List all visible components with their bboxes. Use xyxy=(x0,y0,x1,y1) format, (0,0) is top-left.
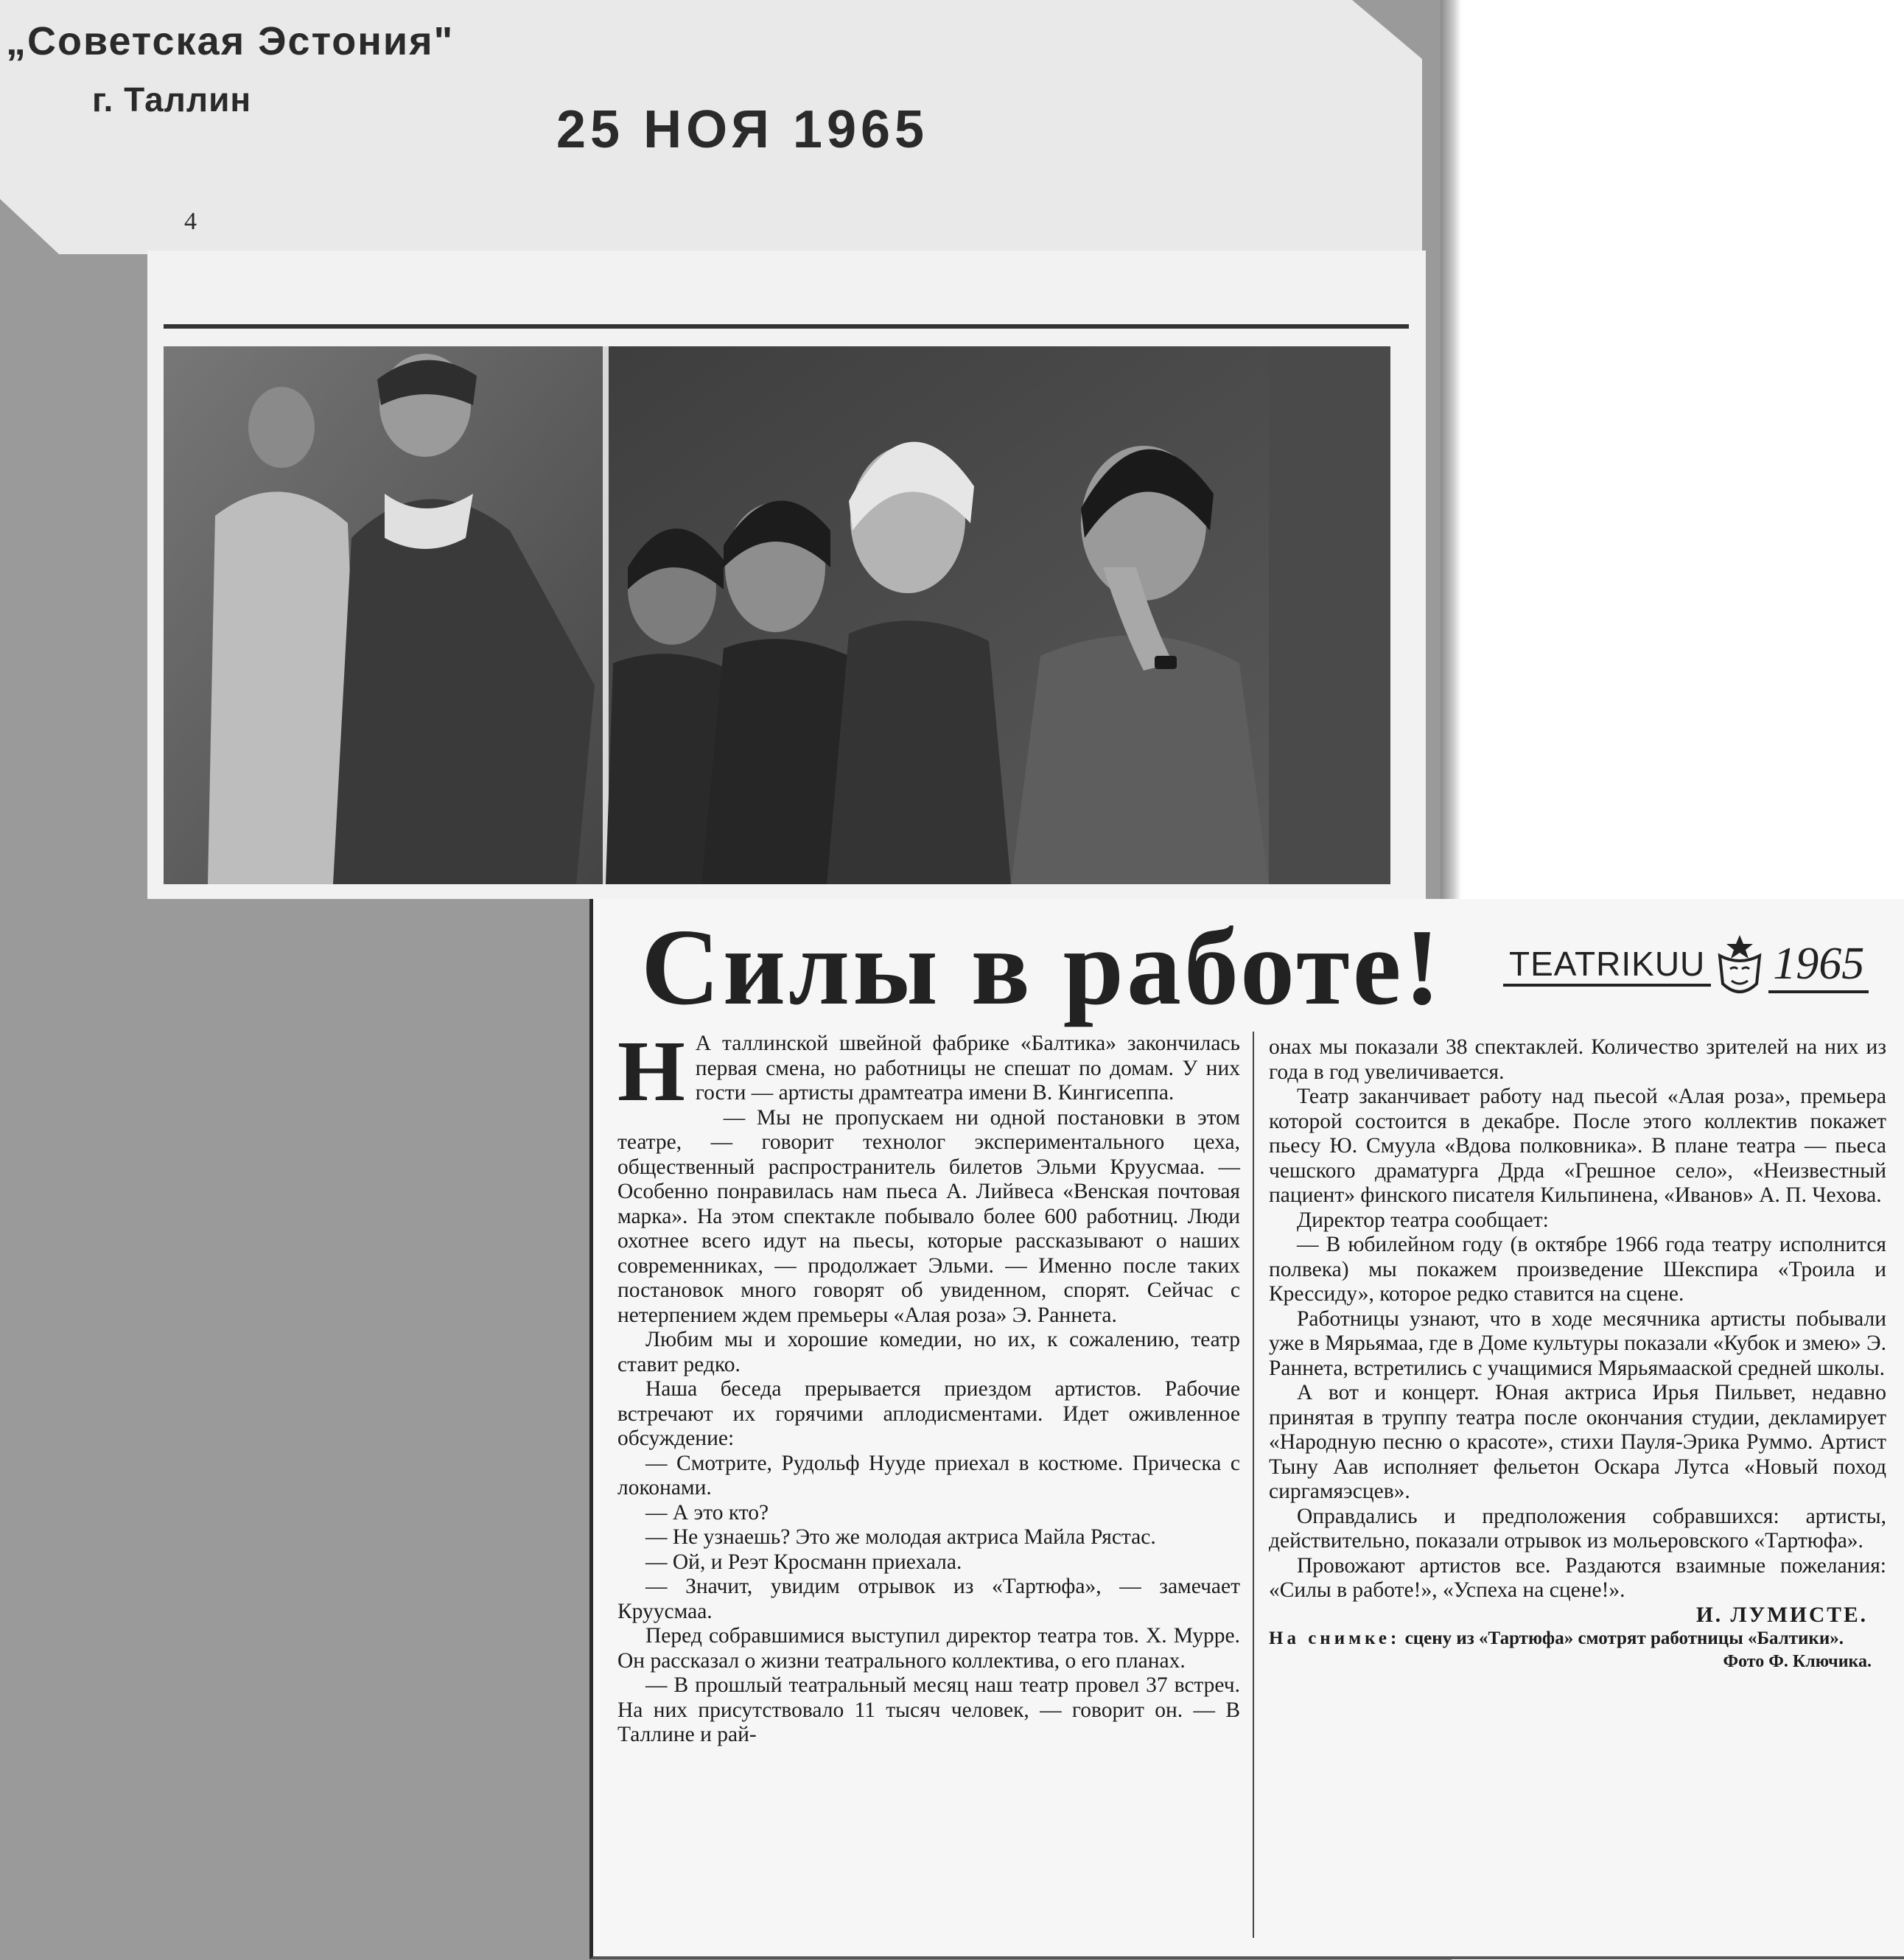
paragraph: — Не узнаешь? Это же молодая актриса Майла Рястас. xyxy=(645,1525,1156,1549)
show-through-text xyxy=(1477,905,1482,924)
paragraph: Любим мы и хорошие комедии, но их, к сожалению, театр ставит редко. xyxy=(617,1328,1240,1376)
author-signature: И. ЛУМИСТЕ. xyxy=(1695,1603,1868,1627)
paragraph: — В прошлый театральный месяц наш театр провел 37 встреч. На них присутствовало 11 тысяч человек, — говорит он. — В Таллине и рай- xyxy=(617,1673,1240,1746)
paragraph: Наша беседа прерывается приездом артистов. Рабочие встречают их горячими аплодисментами. Идет оживленное обсуждение: xyxy=(617,1377,1240,1450)
paragraph: — А это кто? xyxy=(645,1500,769,1525)
photo-credit: Фото Ф. Ключика. xyxy=(1723,1652,1872,1671)
newspaper-stamp: „Советская Эстония" xyxy=(6,19,455,63)
board-edge xyxy=(1441,0,1461,903)
paragraph: — В юбилейном году (в октябре 1966 года театру исполнится полвека) мы покажем произведение Шекспира «Троила и Крессиду», которое редко ставится на сцене. xyxy=(1269,1233,1886,1306)
paragraph: Работницы узнают, что в ходе месячника артисты побывали уже в Мярьямаа, где в Доме культуры показали «Кубок и змею» Э. Раннета, встретились с учащимися Мярьямааской средней школы. xyxy=(1269,1306,1886,1380)
page-number: 4 xyxy=(184,208,197,235)
paragraph: — Ой, и Реэт Кросманн приехала. xyxy=(645,1550,962,1574)
paragraph: Перед собравшимися выступил директор театра тов. Х. Мурре. Он рассказал о жизни театрального коллектива, о его планах. xyxy=(617,1624,1240,1673)
city-stamp: г. Таллин xyxy=(92,80,252,119)
paragraph: Провожают артистов все. Раздаются взаимные пожелания: «Силы в работе!», «Успеха на сцене!». xyxy=(1269,1553,1886,1602)
photo-caption xyxy=(1269,1628,1886,1650)
paragraph-text: А таллинской швейной фабрике «Балтика» закончилась первая смена, но работницы не спешат по домам. У них гости — артисты драмтеатра имени В. Кингисеппа. xyxy=(695,1032,1240,1105)
article-photo xyxy=(164,346,1390,884)
date-stamp: 25 НОЯ 1965 xyxy=(556,100,929,159)
paragraph: — Мы не пропускаем ни одной постановки в этом театре, — говорит технолог экспериментального цеха, общественный распространитель билетов Эльми Круусмаа. — Особенно понравилась нам пьеса А. Лийвеса «Венская почтовая марка». На этом спектакле побывало более 600 работниц. Люди охотнее всего идут на пьесы, которые рассказывают о наших современниках, — продолжает Эльми. — Именно после таких постановок много говорят об увиденном, спорят. Сейчас с нетерпением ждем премьеры «Алая роза» Э. Раннета. xyxy=(617,1105,1240,1327)
paragraph: — Смотрите, Рудольф Нууде приехал в костюме. Прическа с локонами. xyxy=(617,1451,1240,1499)
logo-year: 1965 xyxy=(1768,938,1869,993)
logo-word: TEATRIKUU xyxy=(1503,944,1711,987)
theatre-mask-icon xyxy=(1714,934,1765,997)
caption-lead: На снимке: xyxy=(1269,1628,1401,1648)
headline: Силы в работе! xyxy=(641,907,1443,1028)
drop-cap: Н xyxy=(617,1023,685,1119)
lead-paragraph xyxy=(617,1023,1240,1119)
paragraph: Театр заканчивает работу над пьесой «Алая роза», премьера которой состоится в декабре. После этого коллектив покажет пьесу Ю. Смуула «Вдова полковника». В плане театра — пьеса чешского драматурга Дрда «Грешное село», «Неизвестный пациент» финского писателя Кильпинена, «Иванов» А. П. Чехова. xyxy=(1269,1085,1886,1207)
paragraph: А вот и концерт. Юная актриса Ирья Пильвет, недавно принятая в труппу театра после окончания студии, декламирует «Народную песню о красоте», стихи Пауля-Эрика Руммо. Артист Тыну Аав исполняет фельетон Оскара Лутса «Новый поход сиргамяэсцев». xyxy=(1269,1381,1886,1503)
paragraph: Директор театра сообщает: xyxy=(1297,1208,1549,1232)
paragraph: онах мы показали 38 спектаклей. Количество зрителей на них из года в год увеличивается. xyxy=(1269,1035,1886,1084)
paragraph: Оправдались и предположения собравшихся: артисты, действительно, показали отрывок из мольеровского «Тартюфа». xyxy=(1269,1504,1886,1553)
column-divider xyxy=(1253,1032,1254,1938)
photo-illustration xyxy=(164,346,1390,884)
column-rule xyxy=(164,324,1409,329)
caption-text: сцену из «Тартюфа» смотрят работницы «Балтики». xyxy=(1404,1628,1844,1648)
article-column-right xyxy=(1269,1035,1886,1953)
article-column-left xyxy=(617,1023,1240,1923)
paragraph: — Значит, увидим отрывок из «Тартюфа», — замечает Круусмаа. xyxy=(617,1575,1240,1623)
teatrikuu-logo xyxy=(1503,932,1869,998)
